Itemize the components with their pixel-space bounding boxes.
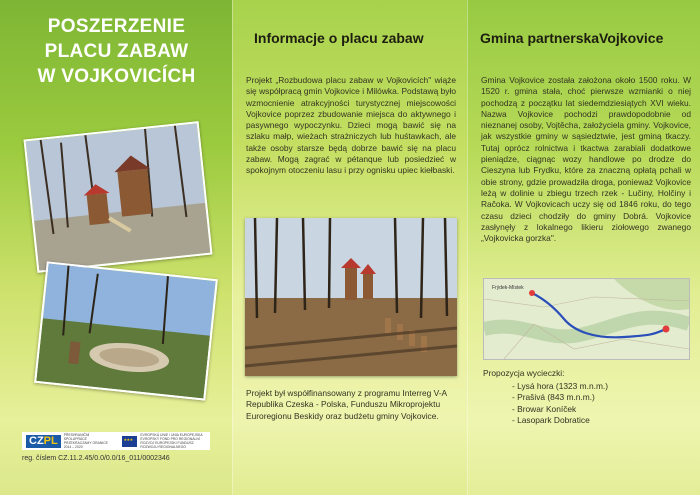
partner-paragraph: Gmina Vojkovice została założona około 1500 roku. W 1520 r. gmina stała, choć pierwsze wzmianki o niej pochodzą z początku lat siedemdziesiątych XVI wieku. Nazwa Vojkovice pochodzi prawdopodobnie od nieznanej osoby, Vojtěcha, założyciela gminy. Vojkovice, jak wszystkie gminy w sąsiedztwie, jest gminą tkaczy. Tutaj oprócz rolnictwa i tkactwa zarabiali dodatkowe pieniądze, ciągnąc wozy handlowe po drodze do Cieszyna lub Frydku, które za znaczną opłatą pchali w obie strony, gdzie prowadziła droga, ponieważ Vojkovice leżą w dolinie u zbiegu trzech rzek - Lučiny, Holčiny i Račoka. W Vojkovicach uczy się od 1846 roku, do tego czasu dzieci chodziły do gminy Dobrá. Vojkovice zasłynęły z lokalnego likieru ziołowego zwanego „Vojkovicka gorzka". (481, 75, 691, 244)
title-line: POSZERZENIE (47, 16, 186, 37)
partner-heading: Gmina partnerskaVojkovice (480, 30, 664, 46)
playground-photo-top (23, 121, 212, 273)
czpl-logo (26, 435, 61, 448)
list-item: - Browar Koníček (512, 403, 577, 414)
registration-number: reg. číslem CZ.11.2.45/0.0/0.0/16_011/0002346 (22, 455, 170, 462)
list-item: - Prašivá (843 m.n.m.) (512, 392, 595, 403)
eu-text: EVROPSKÁ UNIE / UNIA EUROPEJSKA EVROPSKÝ FOND PRO REGIONÁLNÍ ROZVOJ EUROPEJSKI FUNDUSZ ROZWOJU REGIONALNEGO (140, 433, 203, 449)
playground-photo-middle (245, 218, 457, 376)
brochure-title (14, 14, 219, 89)
petanque-photo (34, 261, 218, 400)
fold-line (467, 0, 468, 495)
czpl-pl: PL (43, 434, 58, 447)
trips-list (512, 381, 608, 426)
map-city-label: Frýdek-Místek (492, 285, 524, 291)
fold-line (232, 0, 233, 495)
trips-title: Propozycja wycieczki: (483, 368, 565, 378)
info-heading: Informacje o placu zabaw (254, 30, 424, 46)
programme-text: PŘESHRANIČNÍ SPOLUPRÁCE PRZEKRACZAMY GRANICE 2014 – 2020 (63, 433, 108, 449)
title-line: PLACU ZABAW (44, 41, 189, 62)
list-item: - Lasopark Dobratice (512, 414, 590, 425)
list-item: - Lysá hora (1323 m.n.m.) (512, 381, 609, 391)
cofinancing-paragraph: Projekt był współfinansowany z programu Interreg V-A Republika Czeska - Polska, Funduszu Mikroprojektu Euroregionu Beskidy oraz budżetu gminy Vojkovice. (246, 388, 447, 421)
eu-flag-icon (122, 436, 137, 447)
funding-logos (22, 432, 210, 450)
title-line: W VOJKOVICÍCH (37, 66, 196, 87)
info-paragraph: Projekt „Rozbudowa placu zabaw w Vojkovicích" wiąże się współpracą gmin Vojkovice i Milówka. Podstawą było wzmocnienie atrakcyjności turystycznej miejscowości Vojkovice poprzez zbudowanie miejsca do aktywnego i pasywnego wypoczynku. Dzieci mogą bawić się na szlaku małp, wieżach strażniczych lub huśtawkach, ale także osoby starsze będą dobrze bawić się na placu zabaw. Mogą zagrać w pétanque lub posiedzieć w spokojnym otoczeniu lasu i przy ognisku upiec kiełbaski. (246, 75, 456, 176)
czpl-cz: CZ (29, 434, 44, 447)
route-map (483, 278, 690, 360)
